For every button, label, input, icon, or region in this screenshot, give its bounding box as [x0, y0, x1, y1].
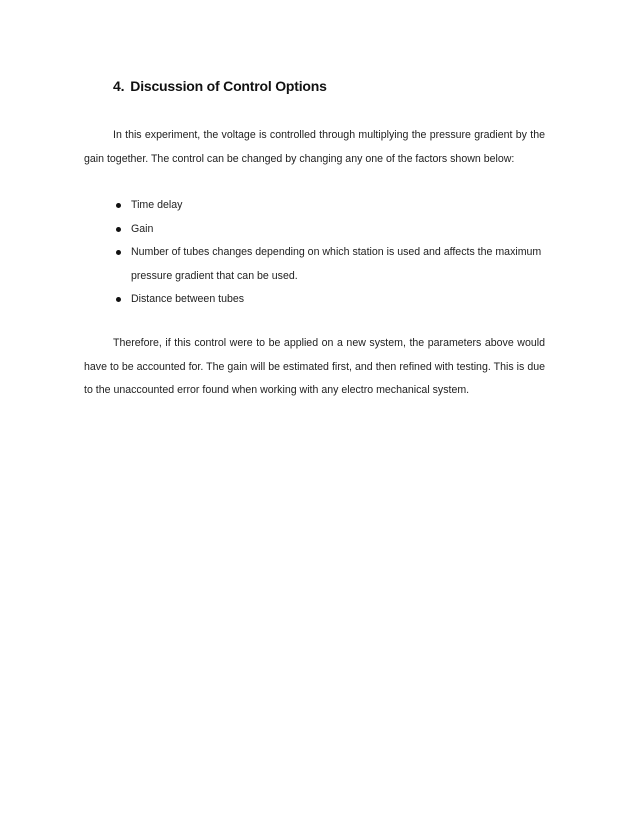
list-item-number-of-tubes: [84, 241, 545, 288]
section-number: 4.: [113, 78, 125, 94]
list-item-distance-between-tubes: [84, 288, 545, 312]
bullet-icon: [116, 203, 121, 208]
bullet-icon: [116, 250, 121, 255]
list-item-label: Number of tubes changes depending on which station is used and affects the maximum pressure gradient that can be used.: [131, 246, 542, 282]
section-heading: [113, 78, 327, 94]
list-item-gain: [84, 218, 545, 242]
list-item-label: Gain: [131, 222, 154, 235]
bullet-icon: [116, 227, 121, 232]
section-title: Discussion of Control Options: [130, 78, 327, 94]
list-item-label: Distance between tubes: [131, 293, 245, 305]
factor-list: [84, 194, 545, 312]
list-item-label: Time delay: [131, 199, 183, 211]
intro-paragraph: In this experiment, the voltage is controlled through multiplying the pressure gradient by the gain together. The control can be changed by changing any one of the factors shown below:: [84, 129, 545, 165]
conclusion-paragraph: Therefore, if this control were to be applied on a new system, the parameters above would have to be accounted for. The gain will be estimated first, and then refined with testing. This is due to the unaccounted error found when working with any electro mechanical system.: [84, 337, 545, 396]
list-item-time-delay: [84, 194, 545, 218]
bullet-icon: [116, 297, 121, 302]
